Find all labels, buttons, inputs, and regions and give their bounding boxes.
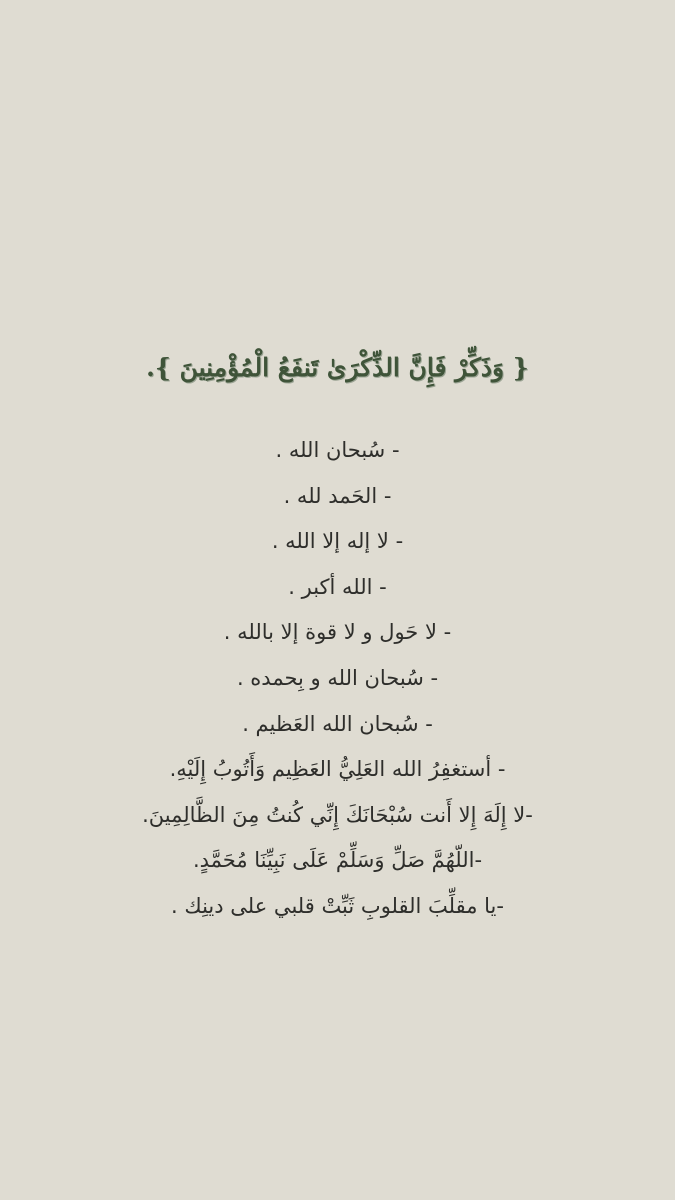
dhikr-line: -لا إِلَهَ إِلا أَنت سُبْحَانَكَ إِنِّي كُنتُ مِنَ الظَّالِمِينَ. [142,802,533,827]
dhikr-line: -اللّهُمَّ صَلِّ وَسَلِّمْ عَلَى نَبِيِّنَا مُحَمَّدٍ. [192,848,483,873]
dhikr-line: - لا حَول و لا قوة إلا بالله . [223,620,452,645]
dhikr-list [0,431,675,933]
dhikr-line: - سُبحان الله . [275,438,400,462]
dhikr-line: - الله أكبر . [288,574,387,599]
dhikr-line: - سُبحان الله و بِحمده . [236,665,439,690]
dhikr-line: -يا مقلِّبَ القلوبِ ثَبِّتْ قلبي على دينِك . [171,893,504,918]
dhikr-line: - لا إله إلا الله . [271,529,404,554]
dhikr-line: - الحَمد لله . [283,483,392,508]
dhikr-line: - سُبحان الله العَظيم . [242,711,433,736]
dhikr-line: - أستغفِرُ الله العَلِيُّ العَظِيم وَأَتُوبُ إِلَيْهِ. [169,757,506,782]
quran-verse-title: { وَذَكِّرْ فَإِنَّ الذِّكْرَىٰ تَنفَعُ الْمُؤْمِنِينَ }. [146,353,529,382]
